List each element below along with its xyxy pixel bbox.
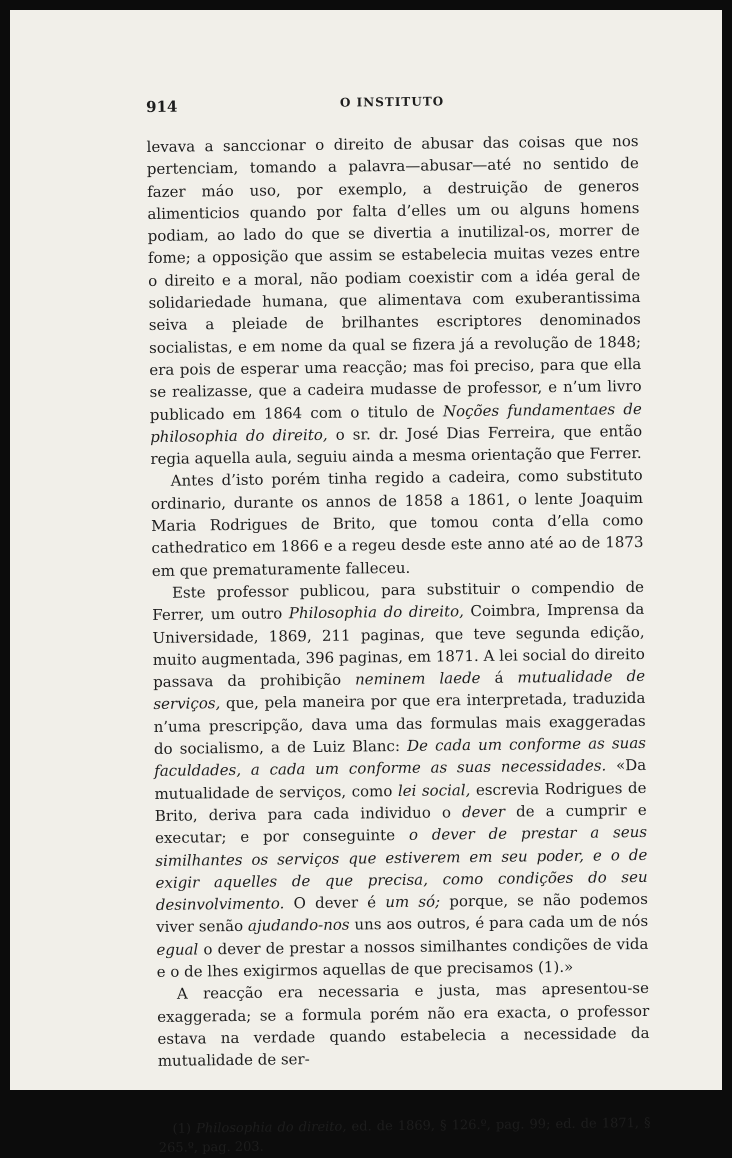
text-segment: «Da mutualidade de serviços, como <box>154 756 647 803</box>
text-segment: porque, se não podemos viver senão <box>156 890 648 937</box>
text-segment: o sr. dr. José Dias Ferreira, que então regia aquella aula, seguiu ainda a mesma orientação que Ferrer. <box>150 421 643 469</box>
text-segment: Este professor publicou, para substituir o compendio de Ferrer, um outro <box>152 577 645 625</box>
italic-segment: egual <box>156 940 199 959</box>
footnote-spacer <box>158 1066 651 1120</box>
book-page <box>10 10 722 1157</box>
italic-segment: Noções fundamentaes de philosophia do direito, <box>150 399 642 446</box>
paragraph-4 <box>157 977 650 1072</box>
footnote <box>158 1114 650 1158</box>
page-content <box>146 92 651 1158</box>
body-text <box>146 130 649 1072</box>
italic-segment: o dever de prestar a seus similhantes os serviços que estiverem em seu poder, e o de exigir aquelles de que precisa, como condições do seu desinvolvimento. <box>155 823 648 915</box>
italic-segment: De cada um conforme as suas faculdades, a cada um conforme as suas necessidades. <box>154 733 647 781</box>
paragraph-1 <box>146 130 642 470</box>
italic-segment: Philosophia do direito, <box>195 1120 347 1137</box>
italic-segment: ajudando-nos <box>247 915 350 936</box>
running-head: O INSTITUTO <box>339 94 445 110</box>
text-segment: O dever é <box>284 893 386 913</box>
text-segment: de a cumprir e executar; e por conseguinte <box>154 800 647 848</box>
text-segment: uns aos outros, é para cada um de nós <box>349 912 649 934</box>
footnote-marker: (1) <box>172 1121 197 1138</box>
text-segment: Coimbra, Imprensa da Universidade, 1869, 211 paginas, que teve segunda edição, muito augmentada, 396 paginas, em 1871. A lei social do direito passava da prohibição <box>152 600 645 692</box>
paragraph-3 <box>152 576 649 983</box>
paragraph-2 <box>151 464 644 581</box>
text-segment: á <box>480 668 518 688</box>
text-segment: ed. de 1869, § 126.º, pag. 99; ed. de 1871, § 265.º, pag. 203. <box>158 1116 651 1157</box>
text-segment: A reacção era necessaria e justa, mas apresentou-se exaggerada; se a formula porém não era exacta, o professor estava na verdade quando estabelecia a necessidade da mutualidade de ser- <box>157 979 650 1071</box>
italic-segment: neminem laede <box>354 669 481 689</box>
italic-segment: um só; <box>385 892 441 912</box>
text-segment: o dever de prestar a nossos similhantes condições de vida e o de lhes exigirmos aquellas de que precisamos (1).» <box>156 934 649 981</box>
italic-segment: Philosophia do direito, <box>288 602 464 623</box>
italic-segment: lei social, <box>397 780 471 800</box>
italic-segment: dever <box>461 802 506 822</box>
text-segment: Antes d’isto porém tinha regido a cadeira, como substituto ordinario, durante os annos de 1858 a 1861, o lente Joaquim Maria Rodrigues de Brito, que tomou conta d’ella como cathedratico em 1866 e a regeu desde este anno até ao de 1873 em que prematuramente falleceu. <box>150 466 644 580</box>
page-number: 914 <box>146 97 178 116</box>
italic-segment: mutualidade de serviços, <box>153 667 646 714</box>
text-segment: levava a sanccionar o direito de abusar das coisas que nos pertenciam, tomando a palavra—abusar—até no sentido de fazer máo uso, por exemplo, a destruição de generos alimenticios quando por falta d’elles um ou alguns homens podiam, ao lado do que se divertia a inutilizal-os, morrer de fome; a opposição que assim se estabelecia muitas vezes entre o direito e a moral, não podiam coexistir com a idéa geral de solidariedade humana, que alimentava com exuberantissima seiva a pleiade de brilhantes escriptores denominados socialistas, e em nome da qual se fizera já a revolução de 1848; era pois de esperar uma reacção; mas foi preciso, para que ella se realizasse, que a cadeira mudasse de professor, e n’um livro publicado em 1864 com o titulo de <box>146 131 642 424</box>
text-segment: que, pela maneira por que era interpretada, traduzida n’uma prescripção, dava uma das formulas mais exaggeradas do socialismo, a de Luiz Blanc: <box>153 689 646 758</box>
text-segment: escrevia Rodrigues de Brito, deriva para cada individuo o <box>154 778 647 825</box>
page-header <box>146 92 638 122</box>
